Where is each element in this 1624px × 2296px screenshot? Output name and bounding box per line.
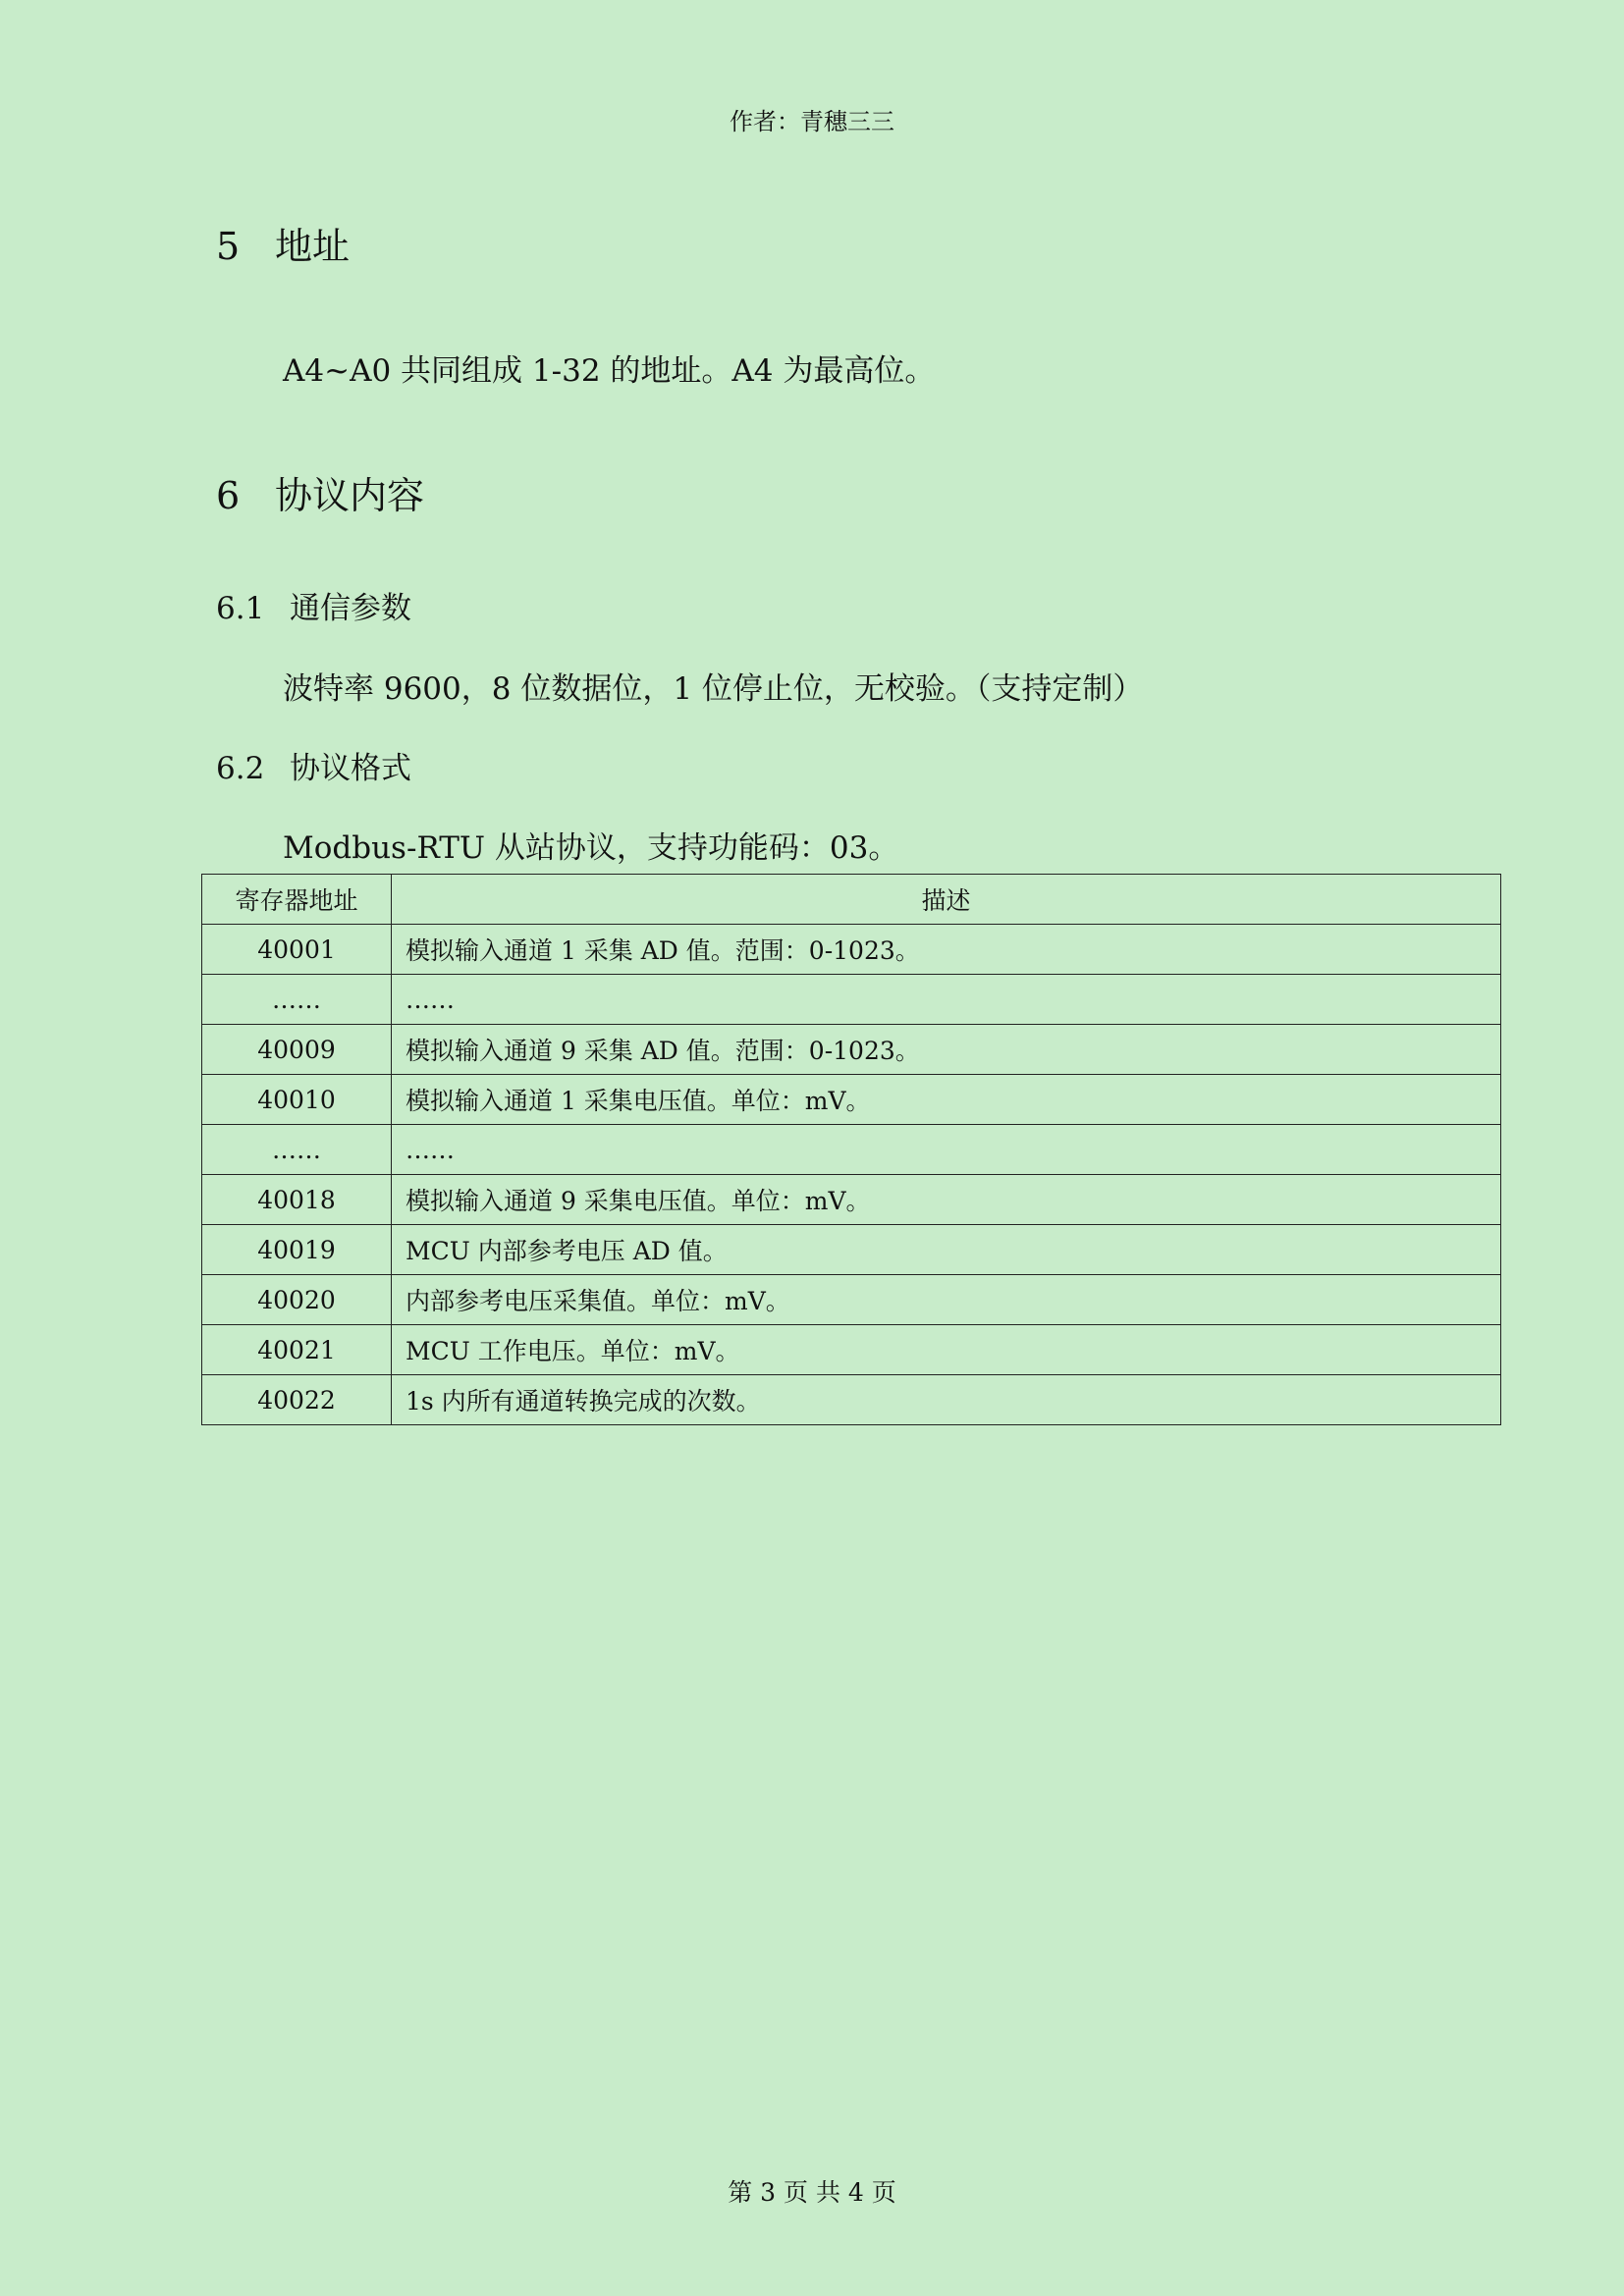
register-address: …… bbox=[202, 975, 392, 1025]
section-number: 6.1 bbox=[216, 591, 265, 626]
protocol-format-paragraph: Modbus-RTU 从站协议，支持功能码：03。 bbox=[283, 830, 899, 866]
page-header-author: 作者：青穗三三 bbox=[730, 108, 894, 135]
register-description: 内部参考电压采集值。单位：mV。 bbox=[392, 1275, 1501, 1325]
section-title: 地址 bbox=[275, 225, 351, 268]
register-address: 40019 bbox=[202, 1225, 392, 1275]
register-address: 40022 bbox=[202, 1375, 392, 1425]
header-description: 描述 bbox=[392, 875, 1501, 925]
register-address: 40010 bbox=[202, 1075, 392, 1125]
table-row bbox=[202, 1375, 1501, 1425]
section-6-heading bbox=[216, 465, 424, 519]
section-title: 协议内容 bbox=[275, 474, 425, 517]
register-address: 40018 bbox=[202, 1175, 392, 1225]
register-address: 40009 bbox=[202, 1025, 392, 1075]
register-description: …… bbox=[392, 975, 1501, 1025]
section-6-2-heading bbox=[216, 743, 411, 787]
register-table bbox=[201, 874, 1501, 1425]
section-number: 6.2 bbox=[216, 751, 265, 786]
register-address: 40020 bbox=[202, 1275, 392, 1325]
table-row bbox=[202, 1225, 1501, 1275]
register-description: …… bbox=[392, 1125, 1501, 1175]
table-row bbox=[202, 1075, 1501, 1125]
register-description: MCU 内部参考电压 AD 值。 bbox=[392, 1225, 1501, 1275]
section-number: 6 bbox=[216, 474, 241, 517]
table-row bbox=[202, 1175, 1501, 1225]
register-description: 1s 内所有通道转换完成的次数。 bbox=[392, 1375, 1501, 1425]
register-address: …… bbox=[202, 1125, 392, 1175]
register-description: 模拟输入通道 1 采集 AD 值。范围：0-1023。 bbox=[392, 925, 1501, 975]
register-address: 40001 bbox=[202, 925, 392, 975]
register-description: 模拟输入通道 1 采集电压值。单位：mV。 bbox=[392, 1075, 1501, 1125]
section-title: 通信参数 bbox=[290, 591, 411, 626]
section-title: 协议格式 bbox=[290, 751, 411, 786]
register-address: 40021 bbox=[202, 1325, 392, 1375]
table-row bbox=[202, 925, 1501, 975]
table-row bbox=[202, 975, 1501, 1025]
table-header-row bbox=[202, 875, 1501, 925]
register-description: 模拟输入通道 9 采集电压值。单位：mV。 bbox=[392, 1175, 1501, 1225]
table-row bbox=[202, 1325, 1501, 1375]
register-description: MCU 工作电压。单位：mV。 bbox=[392, 1325, 1501, 1375]
section-number: 5 bbox=[216, 225, 241, 268]
address-paragraph: A4~A0 共同组成 1-32 的地址。A4 为最高位。 bbox=[283, 353, 936, 389]
table-row bbox=[202, 1275, 1501, 1325]
register-description: 模拟输入通道 9 采集 AD 值。范围：0-1023。 bbox=[392, 1025, 1501, 1075]
page-footer-number: 第 3 页 共 4 页 bbox=[728, 2178, 896, 2207]
table-row bbox=[202, 1025, 1501, 1075]
section-6-1-heading bbox=[216, 583, 411, 627]
section-5-heading bbox=[216, 216, 350, 270]
comm-params-paragraph: 波特率 9600，8 位数据位，1 位停止位，无校验。（支持定制） bbox=[283, 671, 1144, 707]
table-row bbox=[202, 1125, 1501, 1175]
header-register-address: 寄存器地址 bbox=[202, 875, 392, 925]
